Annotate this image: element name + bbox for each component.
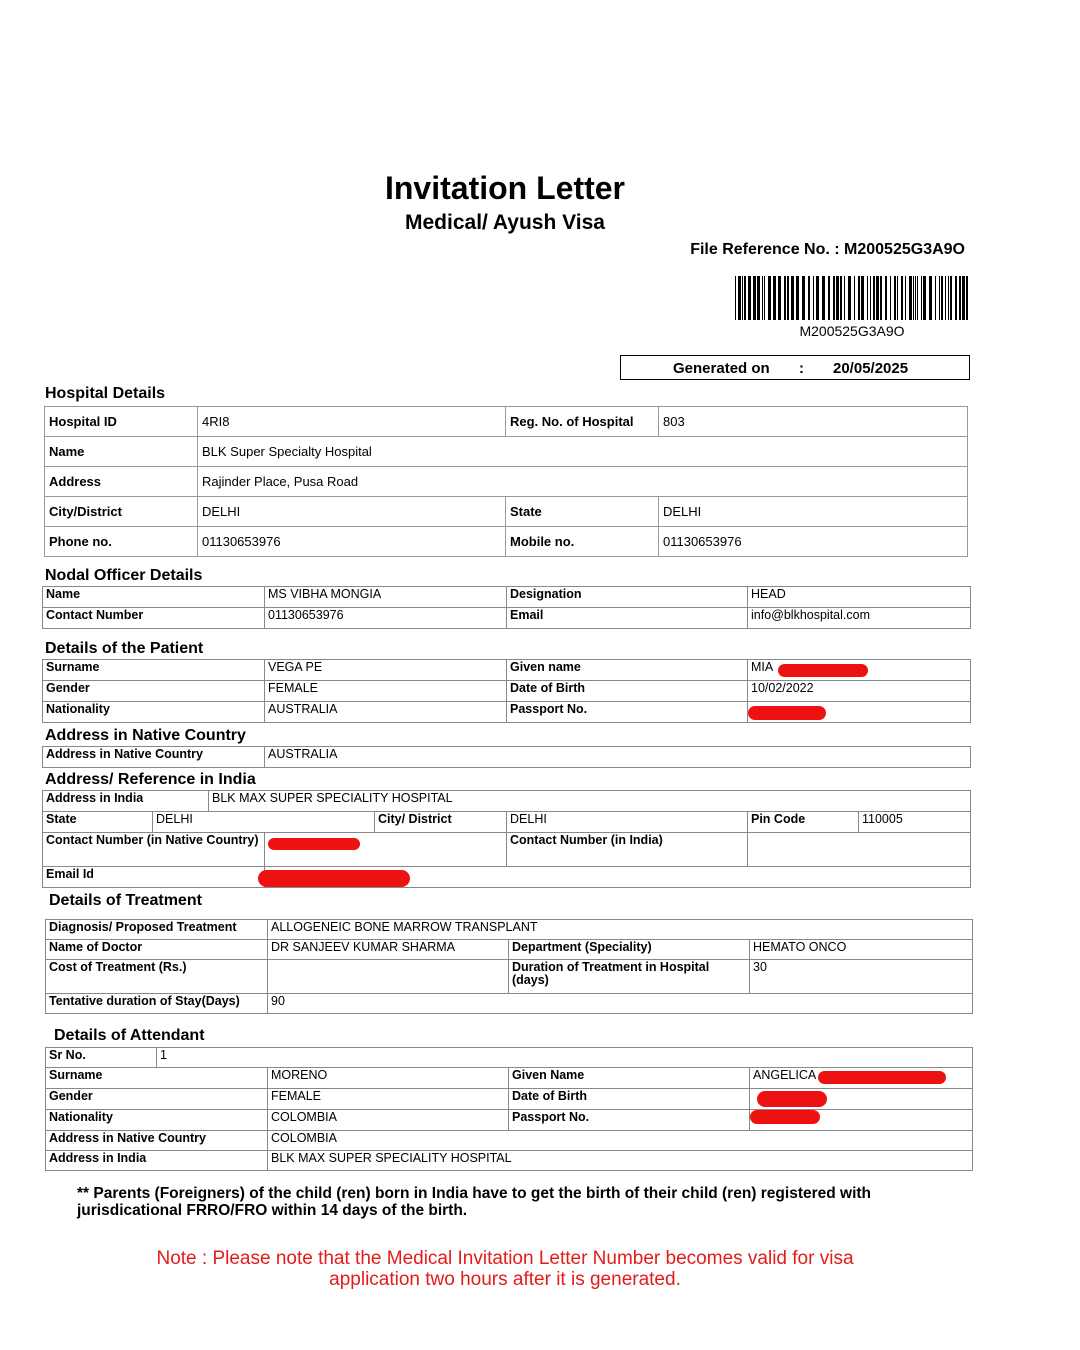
redaction-native-contact	[268, 838, 360, 850]
attendant-india-address-label: Address in India	[46, 1151, 268, 1171]
file-reference-value: M200525G3A9O	[844, 241, 965, 258]
india-state-label: State	[43, 812, 153, 833]
india-address-title: Address/ Reference in India	[45, 771, 256, 788]
india-contact-native-label: Contact Number (in Native Country)	[43, 833, 265, 867]
validity-note	[0, 1248, 1010, 1290]
attendant-sr-value: 1	[157, 1048, 973, 1068]
duration-label: Duration of Treatment in Hospital (days)	[509, 960, 750, 994]
india-contact-india-label: Contact Number (in India)	[507, 833, 748, 867]
hospital-phone-label: Phone no.	[45, 527, 198, 557]
duration-value: 30	[750, 960, 973, 994]
hospital-city-label: City/District	[45, 497, 198, 527]
hospital-state-value: DELHI	[659, 497, 968, 527]
hospital-state-label: State	[506, 497, 659, 527]
india-address-table	[42, 790, 971, 888]
file-reference	[690, 241, 965, 259]
generated-on-colon: :	[799, 360, 804, 377]
india-city-label: City/ District	[375, 812, 507, 833]
nodal-contact-value: 01130653976	[265, 608, 507, 629]
hospital-name-value: BLK Super Specialty Hospital	[198, 437, 968, 467]
india-pin-label: Pin Code	[748, 812, 859, 833]
patient-dob-label: Date of Birth	[507, 681, 748, 702]
nodal-officer-title: Nodal Officer Details	[45, 567, 203, 584]
attendant-native-address-label: Address in Native Country	[46, 1131, 268, 1151]
hospital-name-label: Name	[45, 437, 198, 467]
hospital-reg-value: 803	[659, 407, 968, 437]
document-subtitle: Medical/ Ayush Visa	[405, 211, 605, 234]
barcode-image	[735, 276, 969, 320]
nodal-contact-label: Contact Number	[43, 608, 265, 629]
generated-on-label: Generated on	[673, 360, 770, 377]
patient-nationality-value: AUSTRALIA	[265, 702, 507, 723]
attendant-gender-value: FEMALE	[268, 1089, 509, 1110]
attendant-nationality-value: COLOMBIA	[268, 1110, 509, 1131]
validity-note-line-1: Note : Please note that the Medical Invitation Letter Number becomes valid for visa	[156, 1248, 854, 1269]
nodal-designation-label: Designation	[507, 587, 748, 608]
patient-gender-value: FEMALE	[265, 681, 507, 702]
patient-details-title: Details of the Patient	[45, 640, 204, 657]
generated-on-date: 20/05/2025	[833, 360, 909, 377]
hospital-address-label: Address	[45, 467, 198, 497]
doctor-label: Name of Doctor	[46, 940, 268, 960]
redaction-patient-given-name	[778, 664, 868, 677]
native-address-value: AUSTRALIA	[265, 747, 971, 768]
nodal-email-value: info@blkhospital.com	[748, 608, 971, 629]
hospital-details-title: Hospital Details	[45, 385, 166, 402]
attendant-gender-label: Gender	[46, 1089, 268, 1110]
redaction-email-id	[258, 870, 410, 887]
india-city-value: DELHI	[507, 812, 748, 833]
hospital-phone-value: 01130653976	[198, 527, 506, 557]
stay-label: Tentative duration of Stay(Days)	[46, 994, 268, 1014]
attendant-given-name-label: Given Name	[509, 1068, 750, 1089]
redaction-attendant-given-name	[818, 1071, 946, 1084]
india-state-value: DELHI	[153, 812, 375, 833]
attendant-native-address-value: COLOMBIA	[268, 1131, 973, 1151]
native-address-title: Address in Native Country	[45, 727, 246, 744]
attendant-india-address-value: BLK MAX SUPER SPECIALITY HOSPITAL	[268, 1151, 973, 1171]
file-reference-label: File Reference No. :	[690, 241, 840, 258]
frro-footnote: ** Parents (Foreigners) of the child (ren) born in India have to get the birth of their child (ren) registered with jurisdicational FRRO/FRO within 14 days of the birth.	[77, 1185, 872, 1219]
patient-nationality-label: Nationality	[43, 702, 265, 723]
hospital-mobile-value: 01130653976	[659, 527, 968, 557]
nodal-officer-table	[42, 586, 971, 629]
attendant-surname-value: MORENO	[268, 1068, 509, 1089]
hospital-details-table	[44, 406, 968, 557]
barcode-text: M200525G3A9O	[799, 323, 905, 339]
attendant-dob-label: Date of Birth	[509, 1089, 750, 1110]
redaction-patient-passport	[748, 706, 826, 720]
attendant-details-title: Details of Attendant	[54, 1027, 205, 1044]
india-email-label: Email Id	[43, 867, 265, 888]
india-address-label: Address in India	[43, 791, 209, 812]
nodal-name-value: MS VIBHA MONGIA	[265, 587, 507, 608]
treatment-details-table	[45, 919, 973, 1014]
india-address-value: BLK MAX SUPER SPECIALITY HOSPITAL	[209, 791, 971, 812]
nodal-email-label: Email	[507, 608, 748, 629]
hospital-city-value: DELHI	[198, 497, 506, 527]
attendant-surname-label: Surname	[46, 1068, 268, 1089]
patient-surname-label: Surname	[43, 660, 265, 681]
stay-value: 90	[268, 994, 973, 1014]
attendant-passport-label: Passport No.	[509, 1110, 750, 1131]
redaction-attendant-dob	[757, 1091, 827, 1107]
validity-note-line-2: application two hours after it is generated.	[329, 1269, 681, 1290]
attendant-details-table	[45, 1047, 973, 1171]
nodal-designation-value: HEAD	[748, 587, 971, 608]
diagnosis-label: Diagnosis/ Proposed Treatment	[46, 920, 268, 940]
attendant-nationality-label: Nationality	[46, 1110, 268, 1131]
hospital-address-value: Rajinder Place, Pusa Road	[198, 467, 968, 497]
attendant-given-name-value: ANGELICA	[750, 1068, 973, 1089]
patient-surname-value: VEGA PE	[265, 660, 507, 681]
hospital-mobile-label: Mobile no.	[506, 527, 659, 557]
hospital-id-value: 4RI8	[198, 407, 506, 437]
india-contact-india-value	[748, 833, 971, 867]
hospital-reg-label: Reg. No. of Hospital	[506, 407, 659, 437]
patient-gender-label: Gender	[43, 681, 265, 702]
nodal-name-label: Name	[43, 587, 265, 608]
cost-value	[268, 960, 509, 994]
diagnosis-value: ALLOGENEIC BONE MARROW TRANSPLANT	[268, 920, 973, 940]
patient-passport-label: Passport No.	[507, 702, 748, 723]
treatment-details-title: Details of Treatment	[49, 892, 202, 909]
generated-on-box	[620, 355, 970, 380]
redaction-attendant-passport	[750, 1110, 820, 1124]
patient-given-name-value: MIA	[748, 660, 971, 681]
department-value: HEMATO ONCO	[750, 940, 973, 960]
document-title: Invitation Letter	[384, 170, 625, 206]
doctor-value: DR SANJEEV KUMAR SHARMA	[268, 940, 509, 960]
india-pin-value: 110005	[859, 812, 971, 833]
cost-label: Cost of Treatment (Rs.)	[46, 960, 268, 994]
patient-dob-value: 10/02/2022	[748, 681, 971, 702]
attendant-sr-label: Sr No.	[46, 1048, 157, 1068]
department-label: Department (Speciality)	[509, 940, 750, 960]
native-address-label: Address in Native Country	[43, 747, 265, 768]
hospital-id-label: Hospital ID	[45, 407, 198, 437]
native-address-table	[42, 746, 971, 768]
patient-given-name-label: Given name	[507, 660, 748, 681]
